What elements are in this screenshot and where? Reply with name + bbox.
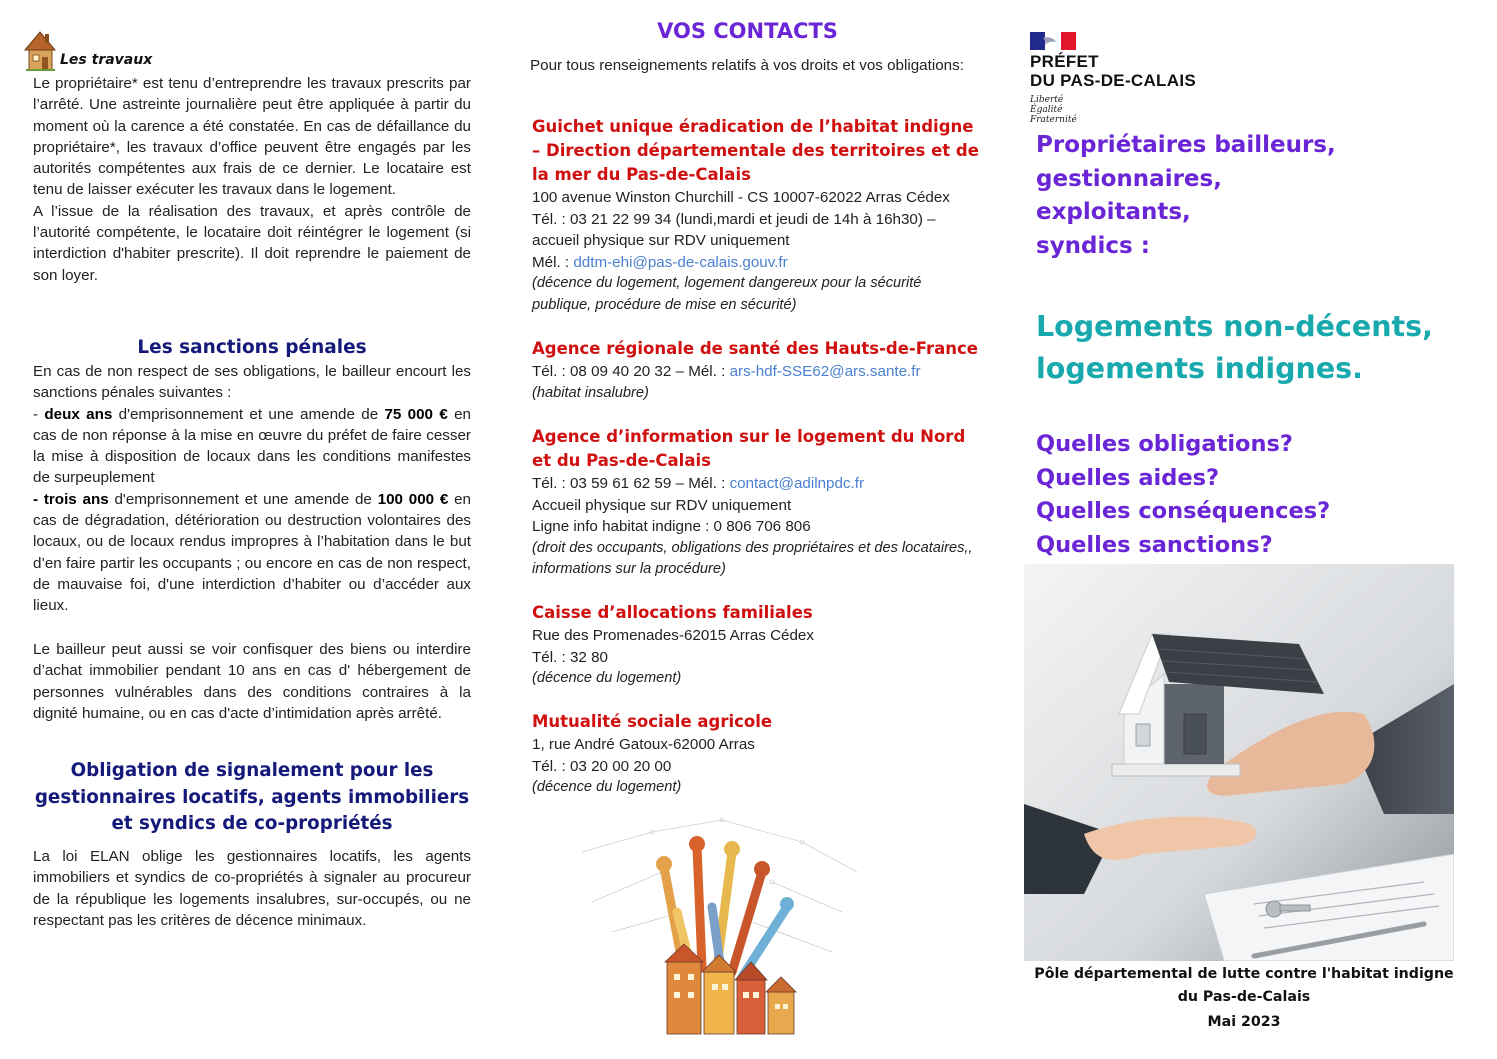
footer-organisation: Pôle départemental de lutte contre l'habitat indigne du Pas-de-Calais: [1034, 966, 1454, 1005]
contact-caf: [532, 601, 982, 690]
contact-name: Agence régionale de santé des Hauts-de-France: [532, 339, 978, 358]
contact-phone-mail: [532, 361, 982, 383]
contact-mail-link[interactable]: ars-hdf-SSE62@ars.sante.fr: [729, 363, 921, 380]
question-line: Quelles conséquences?: [1036, 498, 1331, 524]
contact-phone: Tél. : 32 80: [532, 648, 608, 666]
contact-name: Agence d’information sur le logement du Nord et du Pas-de-Calais: [532, 427, 966, 470]
contact-phone: Tél. : 03 59 61 62 59 – Mél. :: [532, 475, 730, 492]
headline-line: Logements non-décents,: [1036, 310, 1433, 343]
contact-name: Mutualité sociale agricole: [532, 712, 773, 731]
contact-address: 1, rue André Gatoux-62000 Arras: [532, 736, 755, 753]
travaux-paragraph-2: A l’issue de la réalisation des travaux, et après contrôle de l’autorité compétente, le locataire doit réintégrer le logement (si interdiction d'habiter prescrite). Il doit reprendre le paiement de son loyer.: [33, 202, 471, 284]
contact-address: 100 avenue Winston Churchill - CS 10007-62022 Arras Cédex: [532, 189, 950, 206]
audience-line: exploitants,: [1036, 199, 1191, 225]
question-line: Quelles sanctions?: [1036, 531, 1273, 558]
elan-text: La loi ELAN oblige les gestionnaires locatifs, les agents immobiliers et syndics de co-propriétés à signaler au procureur de la république les logements insalubres, sur-occupés, ou ne respectant pas les critères de décence minimaux.: [33, 848, 471, 929]
sanctions-text: [33, 361, 471, 617]
contact-adil: [532, 425, 982, 581]
sanctions-title: Les sanctions pénales: [137, 337, 367, 358]
travaux-paragraph-1: Le propriétaire* est tenu d’entreprendre les travaux prescrits par l’arrêté. Une astreinte journalière peut être appliquée à partir du moment où la carence a été constatée. En cas de défaillance du propriétaire*, les travaux d’office peuvent être engagés par les autorités compétentes aux frais de ce dernier. Le locataire est tenu de laisser exécuter les travaux dans le logement.: [33, 75, 471, 199]
contact-ddtm: [532, 115, 982, 316]
devise-fraternite: Fraternité: [1030, 115, 1077, 125]
contact-msa: [532, 710, 982, 799]
sanction-item-2-amount: 100 000 €: [377, 490, 449, 508]
contact-mail-line: [532, 252, 982, 274]
house-keys-photo: [1024, 564, 1454, 961]
prefet-logo: [1030, 32, 1230, 130]
contact-note: (habitat insalubre): [532, 384, 649, 401]
sanction-item-2: [33, 489, 471, 617]
audience-line: Propriétaires bailleurs,: [1036, 132, 1336, 158]
contact-phone: Tél. : 08 09 40 20 32 – Mél. :: [532, 363, 730, 380]
devise-egalite: Égalité: [1030, 105, 1063, 115]
contacts-title: VOS CONTACTS: [657, 19, 838, 43]
question-line: Quelles aides?: [1036, 464, 1220, 491]
marianne-flag-icon: [1030, 32, 1076, 50]
sanction-item-1-prefix: -: [33, 405, 45, 423]
audience-line: gestionnaires,: [1036, 165, 1222, 192]
hands-illustration: [572, 812, 862, 1037]
contact-mail-link[interactable]: contact@adilnpdc.fr: [729, 475, 865, 492]
sanction-item-1: [33, 404, 471, 489]
contact-phone: Tél. : 03 20 00 20 00: [532, 757, 672, 775]
contacts-intro: Pour tous renseignements relatifs à vos droits et vos obligations:: [530, 57, 964, 74]
confiscation-text: Le bailleur peut aussi se voir confisquer des biens ou interdire d’achat immobilier pendant 10 ans en cas d' hébergement de personnes vulnérables dans des conditions contraires à la dignité humaine, ou en cas d'acte d’intimidation après arrêté.: [33, 641, 471, 722]
contact-ars: [532, 337, 982, 404]
sanction-item-1-duration: deux ans: [44, 405, 113, 423]
house-icon: [23, 28, 57, 72]
contact-mail-label: Mél. :: [532, 253, 574, 271]
sanctions-intro: En cas de non respect de ses obligations, le bailleur encourt les sanctions pénales suivantes :: [33, 363, 471, 402]
contact-note: (droit des occupants, obligations des propriétaires et des locataires,, informations sur la procédure): [532, 539, 973, 577]
headline: [1036, 306, 1466, 389]
logo-line-2: DU PAS-DE-CALAIS: [1030, 71, 1196, 90]
contact-note: (décence du logement): [532, 779, 682, 795]
sanction-item-2-rest: en cas de dégradation, détérioration ou destruction volontaires des locaux, ou de locaux rendus impropres à l’habitation dans le but d’en faire partir les occupants ; ou encore en cas de non respect, de mauvaise foi, d'une interdiction d’habiter ou d’accéder aux lieux.: [33, 490, 471, 615]
contact-name: Caisse d’allocations familiales: [532, 603, 813, 622]
contact-address: Rue des Promenades-62015 Arras Cédex: [532, 627, 814, 644]
question-line: Quelles obligations?: [1036, 431, 1293, 457]
contact-name: Guichet unique éradication de l’habitat indigne – Direction départementale des territoires et de la mer du Pas-de-Calais: [532, 117, 979, 184]
contact-phone: Tél. : 03 21 22 99 34 (lundi,mardi et jeudi de 14h à 16h30) – accueil physique sur RDV uniquement: [532, 210, 936, 249]
audience-line: syndics :: [1036, 232, 1150, 259]
obligation-title: Obligation de signalement pour les gestionnaires locatifs, agents immobiliers et syndics de co-propriétés: [34, 760, 470, 835]
sanction-item-1-amount: 75 000 €: [384, 405, 448, 423]
contact-phone-mail: [532, 473, 982, 495]
contact-note: (décence du logement): [532, 670, 682, 686]
contact-hotline: Ligne info habitat indigne : 0 806 706 806: [532, 518, 811, 535]
footer-date: Mai 2023: [1207, 1014, 1281, 1030]
sanction-item-1-rest: en cas de non réponse à la mise en œuvre du préfet de faire cesser la mise à disposition de locaux dans les conditions manifestes de surpeuplement: [33, 405, 471, 487]
logo-line-1: PRÉFET: [1030, 52, 1099, 71]
travaux-header: [23, 28, 483, 78]
contact-mail-link[interactable]: ddtm-ehi@pas-de-calais.gouv.fr: [573, 253, 788, 271]
travaux-title: Les travaux: [60, 52, 153, 68]
audience-list: [1036, 129, 1456, 263]
contact-reception: Accueil physique sur RDV uniquement: [532, 496, 792, 514]
questions-list: [1036, 428, 1456, 562]
contact-note: (décence du logement, logement dangereux pour la sécurité publique, procédure de mise en sécurité): [532, 275, 922, 313]
headline-line: logements indignes.: [1036, 351, 1363, 385]
devise-liberte: Liberté: [1030, 95, 1064, 105]
sanction-item-2-mid: d'emprisonnement et une amende de: [108, 490, 378, 508]
sanction-item-1-mid: d'emprisonnement et une amende de: [112, 405, 385, 423]
sanction-item-2-duration: - trois ans: [33, 490, 109, 508]
travaux-text: [33, 73, 471, 286]
